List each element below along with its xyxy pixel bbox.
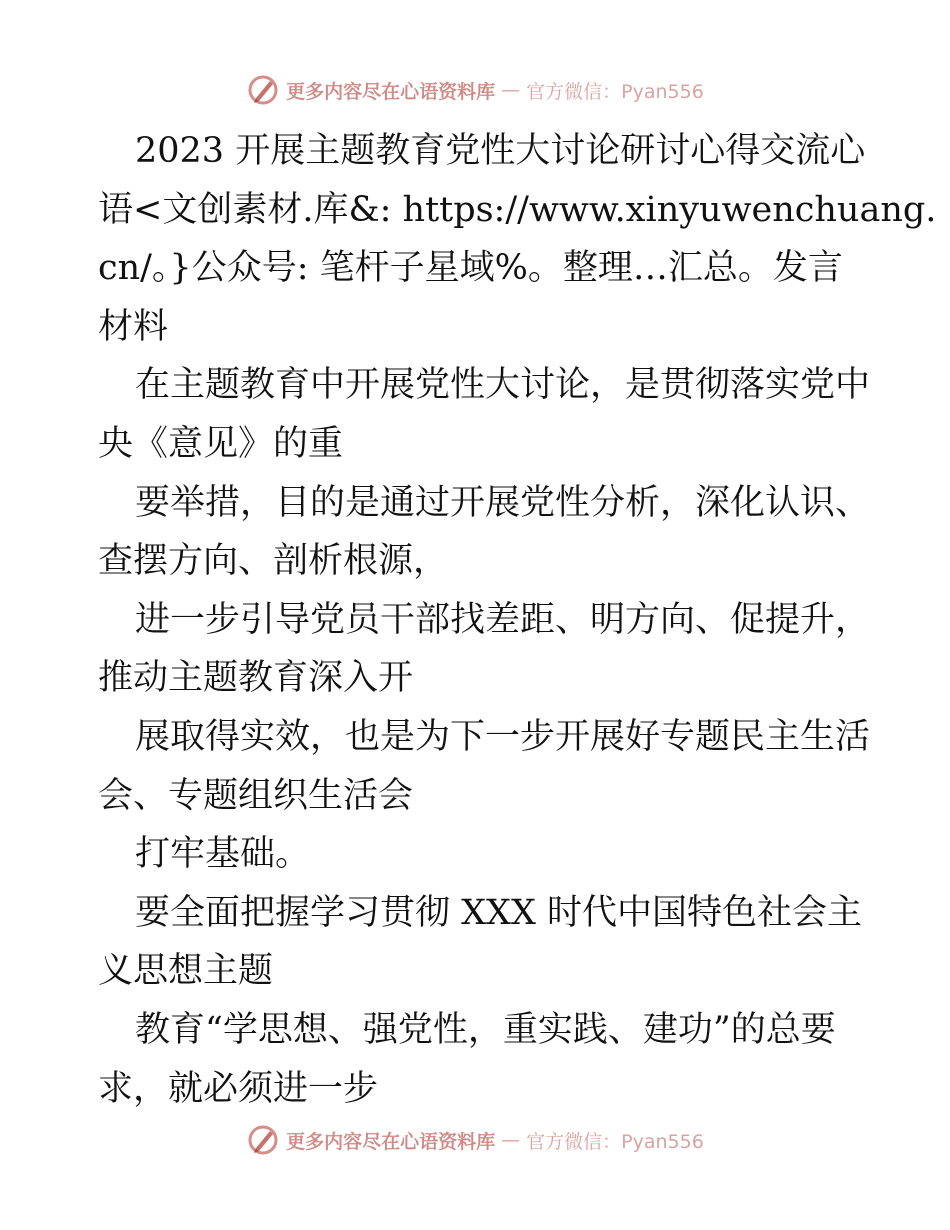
banner-dash: —	[501, 1129, 521, 1151]
body-line: 要全面把握学习贯彻 XXX 时代中国特色社会主	[135, 892, 863, 933]
body-line: 在主题教育中开展党性大讨论，是贯彻落实党中	[135, 365, 871, 406]
body-line: 义思想主题	[98, 951, 274, 992]
body-line: 查摆方向、剖析根源，	[98, 541, 449, 582]
banner-dash: —	[501, 79, 521, 101]
banner-wechat-text: 官方微信：Pyan556	[526, 80, 704, 103]
body-line: 打牢基础。	[135, 834, 311, 875]
footer-banner-content	[246, 1123, 704, 1157]
document-body	[98, 122, 937, 1118]
title-line-2: 语<文创素材.库&: https://www.xinyuwenchuang.	[98, 189, 937, 230]
pen-logo-icon	[246, 73, 280, 107]
title-line-1: 2023 开展主题教育党性大讨论研讨心得交流心	[135, 131, 866, 171]
body-line: 求，就必须进一步	[98, 1068, 379, 1109]
body-line: 会、专题组织生活会	[98, 775, 414, 816]
body-line: 展取得实效，也是为下一步开展好专题民主生活	[135, 716, 871, 757]
body-line: 进一步引导党员干部找差距、明方向、促提升，	[135, 599, 871, 640]
body-line: 推动主题教育深入开	[98, 658, 414, 699]
banner-main-text: 更多内容尽在心语资料库	[286, 80, 496, 103]
body-line: 教育“学思想、强党性，重实践、建功”的总要	[135, 1009, 836, 1050]
body-line: 要举措，目的是通过开展党性分析，深化认识、	[135, 482, 871, 523]
title-line-3: cn/。}公众号: 笔杆子星域%。整理…汇总。发言	[98, 248, 843, 289]
footer-banner	[0, 1120, 950, 1160]
header-banner	[0, 70, 950, 110]
banner-wechat-text: 官方微信：Pyan556	[526, 1130, 704, 1153]
pen-logo-icon	[246, 1123, 280, 1157]
title-line-4: 材料	[98, 306, 169, 347]
banner-main-text: 更多内容尽在心语资料库	[286, 1130, 496, 1153]
body-line: 央《意见》的重	[98, 423, 344, 464]
header-banner-content	[246, 73, 704, 107]
